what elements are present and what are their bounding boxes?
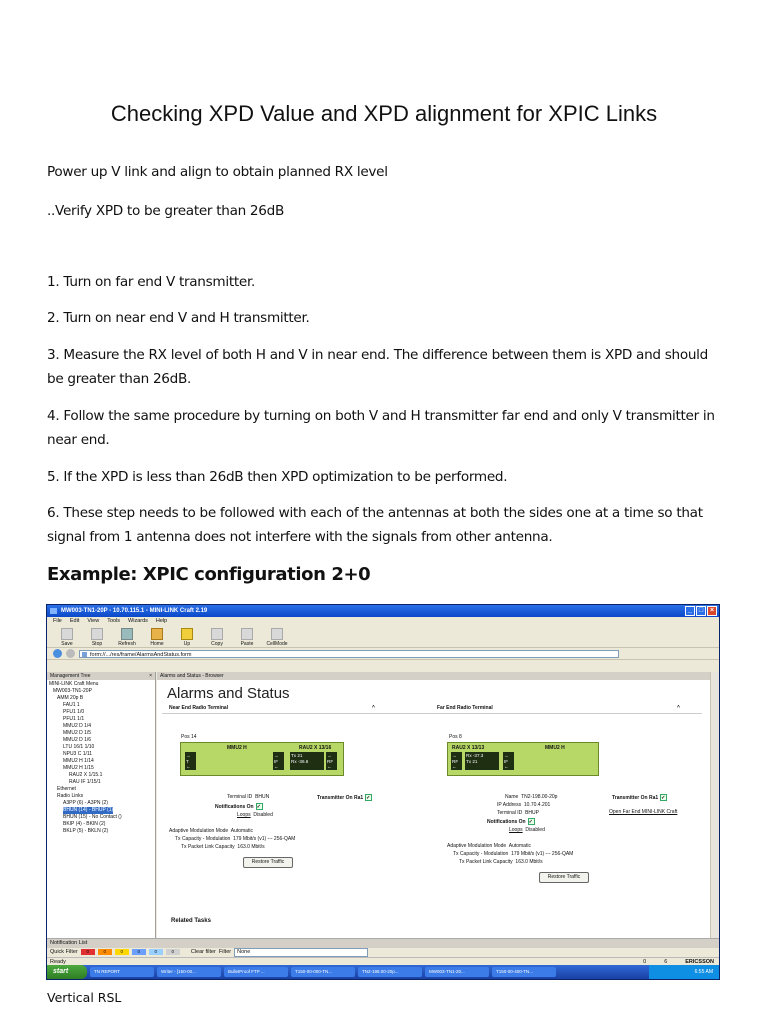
copy-button[interactable]: Copy [207,628,227,647]
tree-item[interactable]: PFU1 1/0 [63,709,85,715]
minor-filter[interactable]: 0 [115,949,129,955]
document-title: Checking XPD Value and XPD alignment for XPIC Links [110,101,658,126]
taskbar-item[interactable]: T150-00-000-TN... [291,967,355,977]
paste-button[interactable]: Paste [237,628,257,647]
far-txpkt: Tx Packet Link Capacity 163.0 Mbit/s [459,859,543,865]
tree-item[interactable]: LTU 16/1 1/10 [63,744,95,750]
vertical-scrollbar[interactable] [710,672,719,938]
near-adaptive: Adaptive Modulation Mode Automatic [169,828,253,834]
indeterminate-filter[interactable]: 0 [149,949,163,955]
chevron-up-icon[interactable]: ^ [372,705,375,711]
tree-item[interactable]: MINI-LINK Craft Menu [49,681,99,687]
near-transmitter: Transmitter On Ra1 ✓ [317,794,371,801]
near-end-section-title[interactable]: Near End Radio Terminal [169,705,229,711]
far-adaptive: Adaptive Modulation Mode Automatic [447,843,531,849]
caption-vertical-rsl: Vertical RSL [47,990,122,1005]
paragraph-verify: ..Verify XPD to be greater than 26dB [47,203,284,219]
critical-filter[interactable]: 0 [81,949,95,955]
window-title: MW003-TN1-20P - 10.70.115.1 - MINI-LINK Craft 2.19 [61,608,208,614]
browser-tab[interactable]: Alarms and Status - Browser [157,672,710,680]
menu-file[interactable]: File [53,618,62,624]
far-rau-label: RAU2 X 13/13 [452,745,485,751]
address-input[interactable]: form://.../res/frame/AlarmsAndStatus.form [79,650,619,658]
far-loops: Loops Disabled [509,827,545,833]
near-loops-link[interactable]: Loops [237,812,251,818]
paste-icon [241,628,253,640]
step-3: 3. Measure the RX level of both H and V in near end. The difference between them is XPD and should be greater than 26dB. [47,347,708,387]
taskbar [47,965,719,979]
cleared-filter[interactable]: 0 [166,949,180,955]
tree-item[interactable]: BKLP (5) - BKLN (2) [63,828,109,834]
near-txcap: Tx Capacity - Modulation 179 Mbit/s (v1) --- 256-QAM [175,836,296,842]
menu-help[interactable]: Help [155,618,168,624]
window-titlebar [47,605,719,617]
tree-item[interactable]: BHUN (15) - No Contact () [63,814,122,820]
near-transmitter-checkbox[interactable]: ✓ [366,795,371,801]
copy-icon [211,628,223,640]
menu-edit[interactable]: Edit [69,618,80,624]
management-tree-pane [47,672,156,938]
taskbar-item[interactable]: TN2-198.00-20p... [358,967,422,977]
maximize-icon[interactable]: □ [696,606,706,616]
refresh-button[interactable]: Refresh [117,628,137,647]
example-heading: Example: XPIC configuration 2+0 [47,564,371,585]
stop-button[interactable]: Stop [87,628,107,647]
tree-item-selected[interactable]: BHUN (14) - BHUP (1) [63,807,114,813]
tree-item[interactable]: MMU2 H 1/14 [63,758,94,764]
near-notifications: Notifications On ✓ [215,803,261,810]
tree-item[interactable]: NPU3 C 1/11 [63,751,93,757]
near-if-icon: → IF ← [273,752,284,770]
save-icon [61,628,73,640]
far-terminal-id: Terminal ID BHUP [497,810,539,816]
stop-icon [91,628,103,640]
step-2: 2. Turn on near end V and H transmitter. [47,310,310,326]
app-icon [50,608,57,614]
address-bar [47,648,719,660]
close-pane-icon[interactable]: × [149,673,152,679]
back-icon[interactable] [53,649,62,658]
clear-filter-button[interactable]: Clear filter [190,949,216,955]
near-restore-traffic-button[interactable]: Restore Traffic [243,857,293,868]
filter-select[interactable]: None [234,948,368,957]
refresh-icon [121,628,133,640]
far-notifications-checkbox[interactable]: ✓ [528,819,533,825]
management-tree-header: Management Tree × [47,672,155,680]
status-ready: Ready [50,959,66,965]
chevron-up-icon[interactable]: ^ [677,705,680,711]
far-antenna-icon: → RF ← [451,752,462,770]
page-icon [82,652,87,657]
step-6: 6. These step needs to be followed with each of the antennas at both the sides one at a time so that signal from 1 antenna does not interfere with the signals from other antenna. [47,505,703,545]
near-port-icon: → T ← [185,752,196,770]
tree-item[interactable]: Ethernet [57,786,76,792]
quick-filter-bar: Quick Filter 0 0 0 0 0 0 Clear filter Filter None [47,947,720,957]
tree-item[interactable]: RAU IF 1/15/1 [69,779,101,785]
management-tree [47,680,155,836]
menu-bar [47,617,719,626]
taskbar-item[interactable]: Writer - [150-00... [157,967,221,977]
tree-item[interactable]: MMU2 D 1/5 [63,730,92,736]
tree-item[interactable]: MMU2 D 1/4 [63,723,92,729]
far-mmu-label: MMU2 H [545,745,565,751]
far-ip: IP Address 10.70.4.201 [497,802,551,808]
taskbar-item[interactable]: MW003-TN1-20... [425,967,489,977]
ericsson-logo: ERICSSON [685,959,714,965]
step-4: 4. Follow the same procedure by turning on both V and H transmitter far end and only V transmitter in near end. [47,408,715,448]
tree-item[interactable]: MMU2 D 1/6 [63,737,92,743]
step-1: 1. Turn on far end V transmitter. [47,274,256,290]
tree-item[interactable]: FAU1 1 [63,702,80,708]
up-folder-icon [181,628,193,640]
near-rf-readout: Tx 21 Rx -36.6 [290,752,324,770]
tree-item[interactable]: AMM 20p B [57,695,84,701]
near-txpkt: Tx Packet Link Capacity 163.0 Mbit/s [181,844,265,850]
step-5: 5. If the XPD is less than 26dB then XPD optimization to be performed. [47,469,508,485]
up-button[interactable]: Up [177,628,197,647]
near-antenna-icon: → RF ← [326,752,337,770]
minimize-icon[interactable]: _ [685,606,695,616]
start-button[interactable]: start [47,965,87,979]
far-transmitter-checkbox[interactable]: ✓ [661,795,666,801]
taskbar-item[interactable]: BulletProof FTP ... [224,967,288,977]
menu-wizards[interactable]: Wizards [128,618,148,624]
near-loops: Loops Disabled [237,812,273,818]
notification-list-header: Notification List [47,938,720,948]
tree-item[interactable]: Radio Links [57,793,84,799]
forward-icon[interactable] [66,649,75,658]
taskbar-item[interactable]: T150-00-400-TN... [492,967,556,977]
major-filter[interactable]: 0 [98,949,112,955]
status-count: 0 [643,959,647,965]
tree-item[interactable]: BKIP (4) - BKIN (2) [63,821,106,827]
menu-view[interactable]: View [87,618,100,624]
close-icon[interactable]: × [707,606,717,616]
home-icon [151,628,163,640]
tree-item[interactable]: MW003-TN1-20P [53,688,92,694]
far-transmitter: Transmitter On Ra1 ✓ [612,794,666,801]
menu-tools[interactable]: Tools [107,618,121,624]
save-button[interactable]: Save [57,628,77,647]
near-terminal-id: Terminal ID BHUN [227,794,270,800]
tree-item[interactable]: A3PP (6) - A3PN (2) [63,800,108,806]
tree-item[interactable]: PFU1 1/1 [63,716,85,722]
far-end-section-title[interactable]: Far End Radio Terminal [437,705,493,711]
far-pos-label: Pos 8 [449,734,462,740]
page-title: Alarms and Status [167,685,290,702]
alarms-status-pane [157,672,710,938]
related-tasks-heading: Related Tasks [171,918,211,924]
tree-item[interactable]: MMU2 H 1/15 [63,765,94,771]
far-if-icon: → IF ← [503,752,514,770]
tree-item[interactable]: RAU2 X 1/15.1 [69,772,103,778]
status-count: 6 [664,959,668,965]
system-tray-clock: 6:55 AM [649,965,719,979]
taskbar-item[interactable]: TN REPORT [90,967,154,977]
craft-window [46,604,720,980]
far-restore-traffic-button[interactable]: Restore Traffic [539,872,589,883]
near-notifications-checkbox[interactable]: ✓ [256,804,261,810]
cellmode-icon [271,628,283,640]
home-button[interactable]: Home [147,628,167,647]
open-far-end-craft-link[interactable]: Open Far End MINI-LINK Craft [609,809,678,815]
toolbar [47,626,719,648]
cellmode-button[interactable]: CellMode [267,628,287,647]
far-name: Name TN2-198.00-20p [505,794,558,800]
far-txcap: Tx Capacity - Modulation 179 Mbit/s (v1) --- 256-QAM [453,851,574,857]
paragraph-power-up: Power up V link and align to obtain planned RX level [47,164,388,180]
far-notifications: Notifications On ✓ [487,818,533,825]
warning-filter[interactable]: 0 [132,949,146,955]
near-pos-label: Pos 14 [181,734,197,740]
divider [162,713,702,714]
far-loops-link[interactable]: Loops [509,827,523,833]
far-rf-readout: Rx -37.3 Tx 21 [465,752,499,770]
near-mmu-label: MMU2 H [227,745,247,751]
near-rau-label: RAU2 X 13/16 [299,745,332,751]
